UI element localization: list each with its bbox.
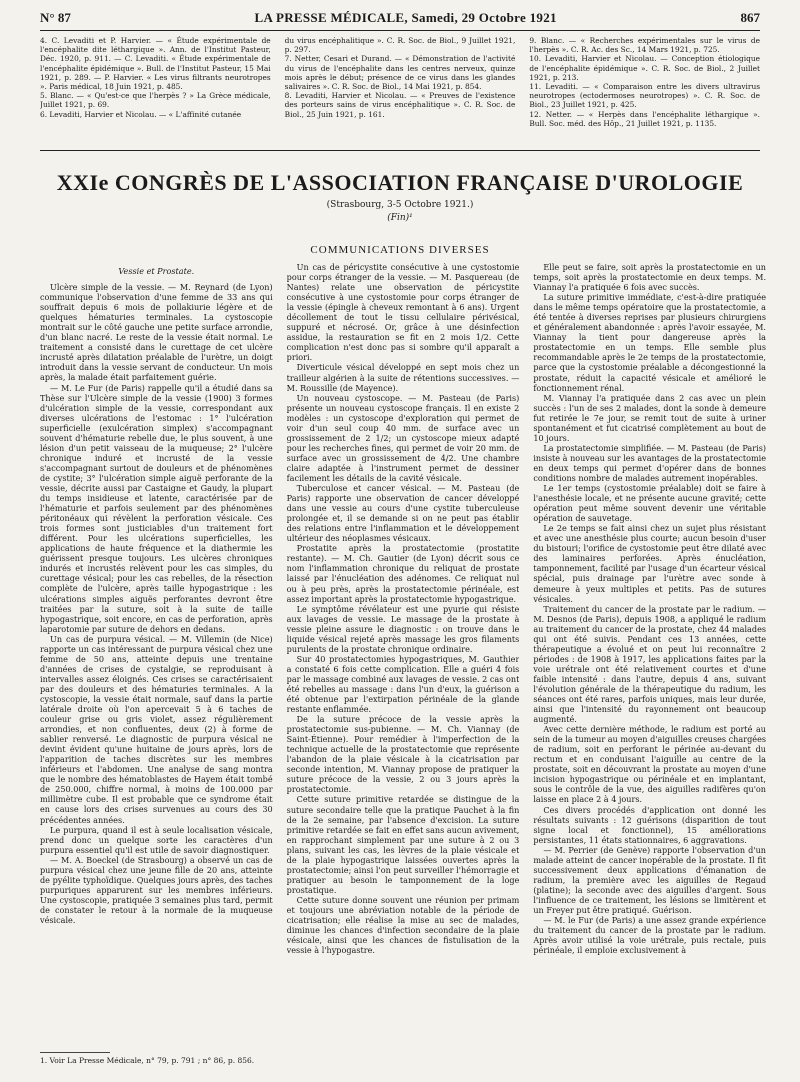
footnote: 1. Voir La Presse Médicale, n° 79, p. 791 ; n° 86, p. 856. [40,1056,255,1065]
reference-item: du virus encéphalitique ». C. R. Soc. de Biol., 9 Juillet 1921, p. 297. [284,36,516,55]
page-header [40,8,760,28]
paragraph: Le 2e temps se fait ainsi chez un sujet plus résistant et avec une anesthésie plus courte; aucun besoin d'user du bistouri; l'orifice de cystostomie peut être dilaté avec des laminaires perforées. Après énucléation, tamponnement, facilité par l'usage d'un écarteur vésical spécial, puis drainage par l'urètre avec sonde à demeure à yeux multiples et petits. Pas de sutures vésicales. [533,523,767,604]
reference-item: 6. Levaditi, Harvier et Nicolau. — « L'affinité cutanée [40,109,242,119]
reference-item: 10. Levaditi, Harvier et Nicolau. — Conception étiologique de l'encéphalite épidémique ». C. R. Soc. de Biol., 2 Juillet 1921, p. 213. [529,54,761,82]
paragraph: Prostatite après la prostatectomie (prostatite restante). — M. Ch. Gautier (de Lyon) décrit sous ce nom l'inflammation chronique du reliquat de prostate laissé par l'énucléation des adénomes. Ce reliquat nul ou à peu près, après la prostatectomie périnéale, est assez important après la prostatectomie hypogastrique. [286,543,520,604]
reference-column [529,36,760,146]
reference-item: 8. Levaditi, Harvier et Nicolau. — « Preuves de l'existence des porteurs sains de virus encéphalitique ». C. R. Soc. de Biol., 25 Juin 1921, p. 161. [284,91,516,119]
text-column [287,262,520,1048]
paragraph: Ulcère simple de la vessie. — M. Reynard (de Lyon) communique l'observation d'une femme de 33 ans qui souffrait depuis 6 mois de pollakiurie légère et de quelques hématuries terminales. La cystoscopie montrait sur le côté gauche une petite surface arrondie, d'un blanc nacré. Le reste de la vessie était normal. Le traitement a consisté dans le curettage de cet ulcère incrusté après dilatation préalable de l'urètre, un doigt introduit dans la vessie servant de conducteur. Un mois après, la malade était parfaitement guérie. [40,282,273,383]
article-body [40,262,766,1048]
footnote-rule [40,1052,110,1053]
page-number: 867 [740,10,760,25]
paragraph: Un nouveau cystoscope. — M. Pasteau (de Paris) présente un nouveau cystoscope français. Il en existe 2 modèles : un cystoscope d'exploration qui permet de voir d'un seul coup 40 mm. de surface avec un grossissement de 2 1/2; un cystoscope mieux adapté pour les recherches fines, qui permet de voir 20 mm. de surface avec un grossissement de 4/2. Une chambre claire adaptée à l'instrument permet de dessiner facilement les détails de la cavité vésicale. [286,392,520,483]
paragraph: Le 1er temps (cystostomie préalable) doit se faire à l'anesthésie locale, et ne présente aucune gravité; cette opération peut même souvent devenir une véritable opération de sauvetage. [533,483,767,524]
issue-number: N° 87 [40,10,71,25]
paragraph: M. Viannay l'a pratiquée dans 2 cas avec un plein succès : l'un de ses 2 malades, dont la sonde à demeure fut retirée le 7e jour, se remit tout de suite à uriner spontanément et fut cicatrisé complètement au bout de 10 jours. [533,392,767,443]
section-rule [40,150,760,151]
reference-item: 9. Blanc. — « Recherches expérimentales sur le virus de l'herpès ». C. R. Ac. des Sc., 14 Mars 1921, p. 725. [529,36,761,55]
paragraph: Avec cette dernière méthode, le radium est porté au sein de la tumeur au moyen d'aiguilles creuses chargées de radium, soit en perforant le périnée au-devant du rectum et en conduisant l'aiguille au centre de la prostate, soit en découvrant la prostate au moyen d'une incision hypogastrique ou périnéale et en implantant, sous le contrôle de la vue, des aiguilles radifères qu'on laisse en place 2 à 4 jours. [533,724,767,805]
paragraph: Un cas de purpura vésical. — M. Villemin (de Nice) rapporte un cas intéressant de purpura vésical chez une femme de 50 ans, atteinte depuis une trentaine d'années de crises de cystalgie, se reproduisant à intervalles assez éloignés. Ces crises se caractérisaient par des douleurs et des hématuries terminales. A la cystoscopie, la vessie était normale, sauf dans la partie latérale droite où l'on apercevait 5 à 6 taches de couleur grise ou gris violet, assez régulièrement arrondies, et non confluentes, deux (2) à forme de sablier renversé. Le diagnostic de purpura vésical ne devint évident qu'une huitaine de jours après, lors de l'apparition de taches discrètes sur les membres inférieurs et l'abdomen. Une analyse de sang montra que le nombre des hématoblastes de Hayem était tombé de 250.000, chiffre normal, à moins de 100.000 par millimètre cube. Il est probable que ce syndrome était en cause lors des crises survenues au cours des 30 précédentes années. [40,633,273,825]
reference-column [40,36,271,146]
reference-item: 11. Levaditi. — « Comparaison entre les divers ultravirus neurotropes (ectodermoses neurotropes) ». C. R. Soc. de Biol., 23 Juillet 1921, p. 425. [529,82,761,110]
text-column [40,262,273,1048]
paragraph: La suture primitive immédiate, c'est-à-dire pratiquée dans le même temps opératoire que la prostatectomie, a été tentée à diverses reprises par plusieurs chirurgiens et généralement abandonnée : après l'avoir essayée, M. Viannay la tient pour dangereuse après la prostatectomie en un temps. Elle semble plus recommandable après le 2e temps de la prostatectomie, parce que la cystostomie préalable a décongestionné la prostate, réduit la capacité vésicale et amélioré le fonctionnement rénal. [533,292,767,393]
reference-column [285,36,516,146]
paragraph: Cette suture donne souvent une réunion per primam et toujours une abréviation notable de la période de cicatrisation; elle réalise la mise au sec de malades, diminue les chances d'infection secondaire de la plaie vésicale, ainsi que les chances de fistulisation de la vessie à l'hypogastre. [286,894,520,956]
reference-item: 4. C. Levaditi et P. Harvier. — « Étude expérimentale de l'encéphalite dite léthargique ». Ann. de l'Institut Pasteur, Déc. 1920, p. 911. — C. Levaditi. « Étude expérimentale de l'encéphalite épidémique ». Bull. de l'Institut Pasteur, 15 Mai 1921, p. 289. — P. Harvier. « Les virus filtrants neurotropes ». Paris médical, 18 Juin 1921, p. 485. [40,36,271,92]
paragraph: La prostatectomie simplifiée. — M. Pasteau (de Paris) insiste à nouveau sur les avantages de la prostatectomie en deux temps qui permet d'opérer dans de bonnes conditions nombre de malades autrement inopérables. [533,442,767,483]
paragraph: — M. Perrier (de Genève) rapporte l'observation d'un malade atteint de cancer inopérable de la prostate. Il fit successivement deux applications d'émanation de radium, la première avec les aiguilles de Regaud (platine); la seconde avec des aiguilles d'argent. Sous l'influence de ce traitement, les lésions se limitèrent et un Freyer put être pratiqué. Guérison. [533,844,767,915]
section-heading: COMMUNICATIONS DIVERSES [310,244,490,256]
reference-item: 7. Netter, Cesari et Durand. — « Démonstration de l'activité du virus de l'encéphalite dans les centres nerveux, quinze mois après le début; présence de ce virus dans les glandes salivaires ». C. R. Soc. de Biol., 14 Mai 1921, p. 854. [284,54,516,92]
paragraph: — M. A. Boeckel (de Strasbourg) a observé un cas de purpura vésical chez une jeune fille de 20 ans, atteinte de pyélite typhoïdique. Quelques jours après, des taches purpuriques apparurent sur les membres inférieurs. Une cystoscopie, pratiquée 3 semaines plus tard, permit de constater le retour à la normale de la muqueuse vésicale. [40,854,273,925]
congress-title: XXIe CONGRÈS DE L'ASSOCIATION FRANÇAISE D'UROLOGIE [56,170,744,195]
paragraph: — M. Le Fur (de Paris) rappelle qu'il a étudié dans sa Thèse sur l'Ulcère simple de la vessie (1900) 3 formes d'ulcération simple de la vessie, correspondant aux diverses ulcérations de l'estomac : 1° l'ulcération superficielle (exulcération simplex) s'accompagnant souvent d'hématurie rebelle due, le plus souvent, à une lésion d'un petit vaisseau de la muqueuse; 2° l'ulcère chronique induré et incrusté de la vessie s'accompagnant surtout de douleurs et de phénomènes de cystite; 3° l'ulcération simple aiguë perforante de la vessie, décrite aussi par Castaigne et Gaudy, la plupart du temps insidieuse et latente, caractérisée par de l'hématurie et parfois seulement par des phénomènes péritonéaux qui révèlent la perforation vésicale. Ces trois formes sont justiciables d'un traitement fort différent. Pour les ulcérations superficielles, les applications de haute fréquence et la diathermie les guérissent presque toujours. Les ulcères chroniques indurés et incrustés relèvent pour les cas simples, du curettage vésical; pour les cas rebelles, de la résection complète de l'ulcère, après taille hypogastrique : les ulcérations simples aiguës perforantes devront être traitées par la suture, soit à la suite de taille hypogastrique, soit encore, en cas de perforation, après laparotomie par suture de dehors en dedans. [40,382,273,634]
subsection-title: Vessie et Prostate. [118,266,195,276]
paragraph: Le symptôme révélateur est une pyurie qui résiste aux lavages de vessie. Le massage de la prostate à vessie pleine assure le diagnostic : on trouve dans le liquide vésical rejeté après massage les gros filaments purulents de la prostate chronique ordinaire. [286,603,520,654]
congress-subtitle: (Strasbourg, 3-5 Octobre 1921.) [326,200,474,210]
paragraph: Ces divers procédés d'application ont donné les résultats suivants : 12 guérisons (disparition de tout signe local et fonctionnel), 15 améliorations persistantes, 11 états stationnaires, 6 aggravations. [533,804,767,845]
paragraph: — M. le Fur (de Paris) a une assez grande expérience du traitement du cancer de la prostate par le radium. Après avoir utilisé la voie urétrale, puis rectale, puis périnéale, il emploie exclusivement à [533,915,767,956]
paragraph: Traitement du cancer de la prostate par le radium. — M. Desnos (de Paris), depuis 1908, a appliqué le radium au traitement du cancer de la prostate, chez 44 malades qui ont été suivis. Pendant ces 13 années, cette thérapeutique a évolué et on peut lui reconnaître 2 périodes : de 1908 à 1917, les applications faites par la voie urétrale ont été relativement courtes et d'une faible intensité : dans l'autre, depuis 4 ans, suivant l'évolution générale de la thérapeutique du radium, les séances ont été rares, parfois uniques, mais leur durée, ainsi que l'intensité du rayonnement ont beaucoup augmenté. [533,603,767,725]
paragraph: Sur 40 prostatectomies hypogastriques, M. Gauthier a constaté 6 fois cette complication. Elle a guéri 4 fois par le massage combiné aux lavages de vessie. 2 cas ont été rebelles au massage : dans l'un d'eux, la guérison a été obtenue par l'extirpation périnéale de la glande restante enflammée. [286,653,520,715]
paragraph: Diverticule vésical développé en sept mois chez un trailleur algérien à la suite de rétentions successives. — M. Roussille (de Mayence). [286,362,520,393]
text-column [533,262,766,1048]
paragraph: Elle peut se faire, soit après la prostatectomie en un temps, soit après la prostatectomie en deux temps. M. Viannay l'a pratiquée 6 fois avec succès. [533,262,767,293]
paragraph: Tuberculose et cancer vésical. — M. Pasteau (de Paris) rapporte une observation de cancer développé dans une vessie au cours d'une cystite tuberculeuse prolongée et, il se demande si on ne peut pas établir des relations entre l'inflammation et le développement ultérieur des néoplasmes vésicaux. [286,483,520,544]
paragraph: De la suture précoce de la vessie après la prostatectomie sus-pubienne. — M. Ch. Viannay (de Saint-Étienne). Pour remédier à l'imperfection de la technique actuelle de la prostatectomie que représente l'abandon de la plaie vésicale à la cicatrisation par seconde intention, M. Viannay propose de pratiquer la suture précoce de la vessie, 2 ou 3 jours après la prostatectomie. [286,714,520,795]
paragraph: Cette suture primitive retardée se distingue de la suture secondaire telle que la pratique Pauchet à la fin de la 2e semaine, par l'absence d'excision. La suture primitive retardée se fait en effet sans aucun avivement, en rapprochant simplement par une suture à 2 ou 3 plans, suivant les cas, les lèvres de la plaie vésicale et de la plaie hypogastrique laissées ouvertes après la prostatectomie; ainsi l'on peut surveiller l'hémorragie et pratiquer au besoin le tamponnement de la loge prostatique. [286,794,520,895]
reference-item: 12. Netter. — « Herpès dans l'encéphalite léthargique ». Bull. Soc. méd. des Hôp., 21 Juillet 1921, p. 1135. [529,109,761,128]
journal-title: LA PRESSE MÉDICALE, Samedi, 29 Octobre 1921 [254,10,557,25]
paragraph: Un cas de péricystite consécutive à une cystostomie pour corps étranger de la vessie. — M. Pasquereau (de Nantes) relate une observation de péricystite consécutive à une cystostomie pour corps étranger de la vessie (épingle à cheveux remontant à 6 ans). Urgent décollement de tout le tissu cellulaire périvésical, suppuré et nécrosé. Or, grâce à une désinfection assidue, la restauration se fit en 2 mois 1/2. Cette complication n'est donc pas si sombre qu'il apparaît a priori. [286,262,520,363]
reference-item: 5. Blanc. — « Qu'est-ce que l'herpès ? » La Grèce médicale, Juillet 1921, p. 69. [40,91,271,110]
fin-marker: (Fin)¹ [387,213,413,223]
reference-list [40,36,760,146]
paragraph: Le purpura, quand il est à seule localisation vésicale, prend donc un quelque sorte les caractères d'un purpura essentiel qu'il est utile de savoir diagnostiquer. [40,824,273,855]
header-rule [40,30,760,31]
